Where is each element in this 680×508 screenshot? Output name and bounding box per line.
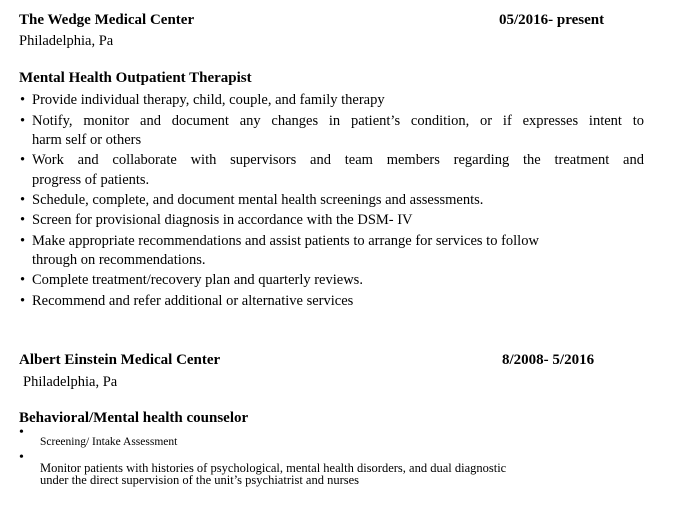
list-item: Screening/ Intake Assessment — [40, 436, 178, 448]
list-item: Provide individual therapy, child, couple, and family therapy — [32, 92, 385, 108]
list-item: Recommend and refer additional or alternative services — [32, 293, 354, 309]
list-bullet: • — [20, 212, 26, 228]
employer-location: Philadelphia, Pa — [23, 374, 118, 390]
list-item-continuation: progress of patients. — [32, 172, 150, 188]
list-bullet: • — [19, 425, 24, 440]
list-bullet: • — [20, 92, 26, 108]
employment-dates: 05/2016- present — [499, 12, 605, 28]
list-item-continuation: under the direct supervision of the unit’s psychiatrist and nurses — [40, 473, 360, 487]
employer-location: Philadelphia, Pa — [19, 33, 114, 49]
list-bullet: • — [20, 233, 26, 249]
list-item: Screen for provisional diagnosis in accordance with the DSM- IV — [32, 212, 413, 228]
list-bullet: • — [20, 113, 26, 129]
list-item: Notify, monitor and document any changes in patient’s condition, or if expresses intent to — [32, 113, 644, 129]
list-item: Work and collaborate with supervisors and team members regarding the treatment and — [32, 152, 644, 168]
list-item: Make appropriate recommendations and assist patients to arrange for services to follow — [32, 233, 539, 249]
employment-dates: 8/2008- 5/2016 — [502, 352, 595, 368]
list-item: Complete treatment/recovery plan and quarterly reviews. — [32, 272, 363, 288]
list-bullet: • — [20, 293, 26, 309]
employer-name: The Wedge Medical Center — [19, 12, 195, 28]
list-item: Monitor patients with histories of psychological, mental health disorders, and dual diagnostic — [40, 461, 507, 475]
list-bullet: • — [20, 272, 26, 288]
employer-name: Albert Einstein Medical Center — [19, 352, 221, 368]
job-title: Mental Health Outpatient Therapist — [19, 70, 252, 86]
job-title: Behavioral/Mental health counselor — [19, 410, 249, 426]
list-item-continuation: through on recommendations. — [32, 252, 206, 268]
list-bullet: • — [20, 152, 26, 168]
list-bullet: • — [19, 450, 24, 465]
list-bullet: • — [20, 192, 26, 208]
list-item-continuation: harm self or others — [32, 132, 142, 148]
list-item: Schedule, complete, and document mental health screenings and assessments. — [32, 192, 484, 208]
